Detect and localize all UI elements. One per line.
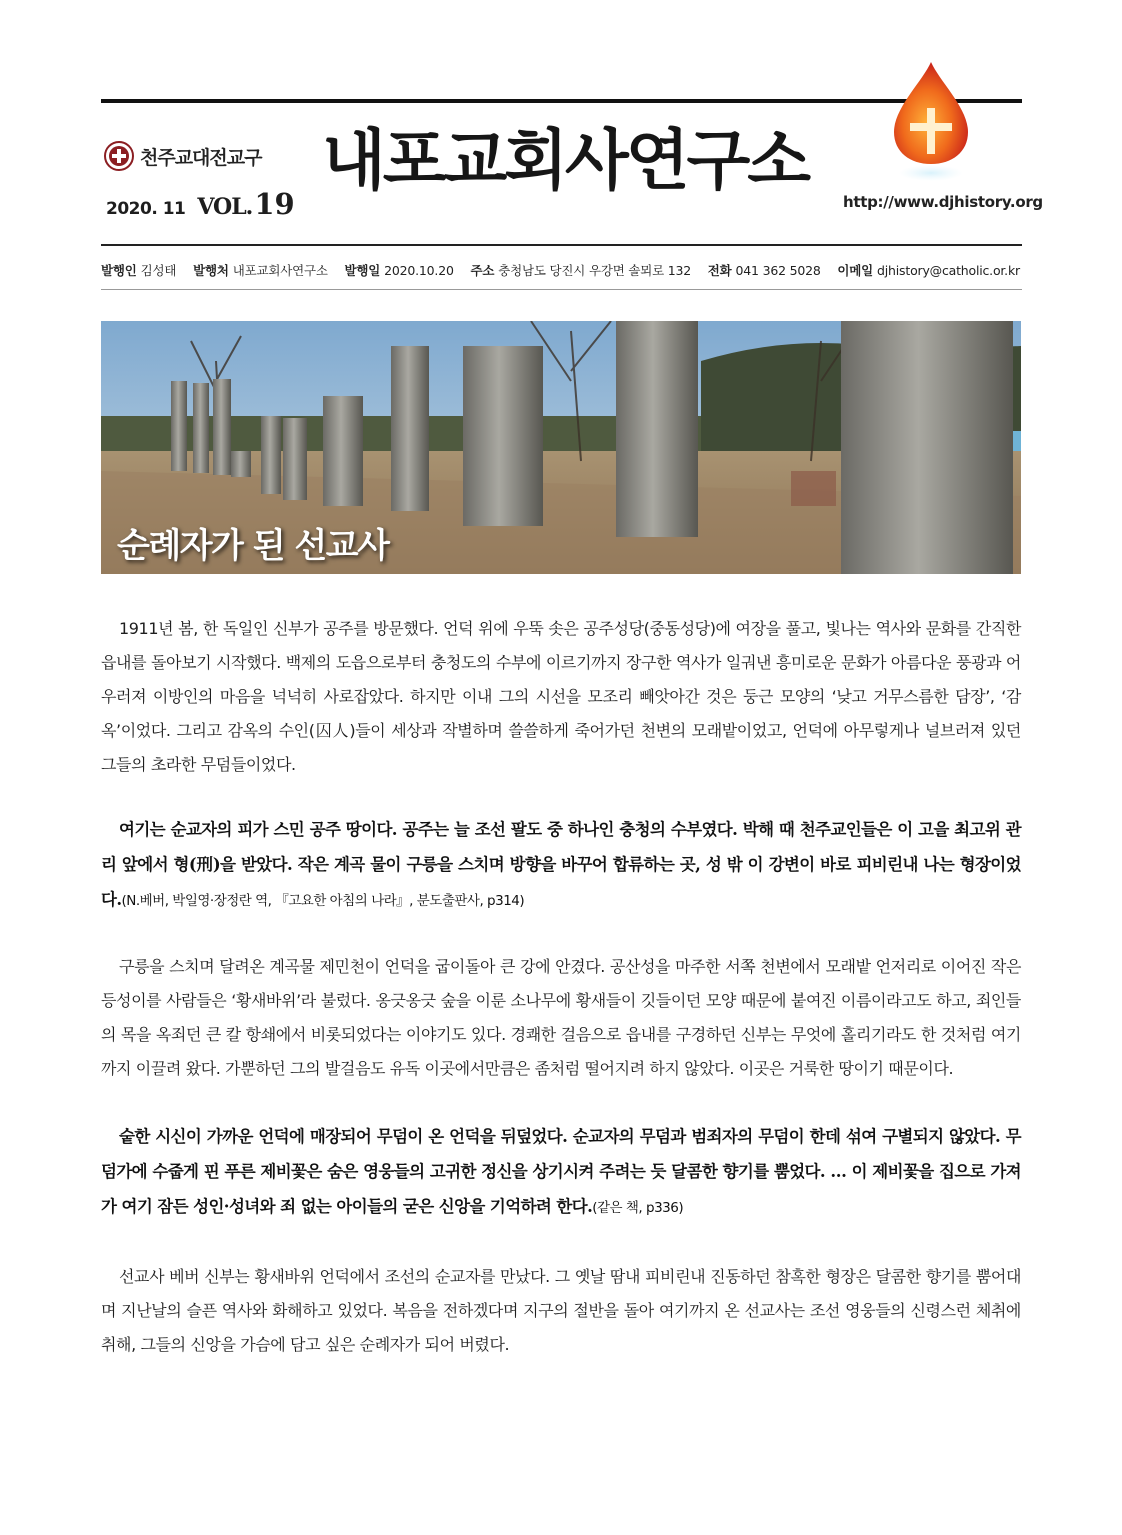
- address: 충청남도 당진시 우강면 솔뫼로 132: [498, 263, 691, 278]
- issue-info: [106, 187, 295, 221]
- website-url[interactable]: http://www.djhistory.org: [843, 193, 1043, 211]
- diocese-logo: [104, 141, 261, 171]
- masthead-title: 내포교회사연구소: [322, 122, 809, 199]
- colophon: 발행인 김성태 발행처 내포교회사연구소 발행일 2020.10.20 주소 충청남도 당진시 우강면 솔뫼로 132 전화 041 362 5028 이메일 djhistory@catholic.or.kr: [101, 263, 1020, 278]
- diocese-seal-icon: [104, 141, 134, 171]
- issuer: 내포교회사연구소: [232, 263, 328, 278]
- volume-label: VOL.: [197, 194, 253, 220]
- quote-1: 여기는 순교자의 피가 스민 공주 땅이다. 공주는 늘 조선 팔도 중 하나인 충청의 수부였다. 박해 때 천주교인들은 이 고을 최고위 관리 앞에서 형(刑)을 받았다. 작은 계곡 물이 구릉을 스치며 방향을 바꾸어 합류하는 곳, 성 밖 이 강변이 바로 피비린내 나는 형장이었다.(N.베버, 박일영·장정란 역, 『고요한 아침의 나라』, 분도출판사, p314): [101, 820, 1021, 909]
- volume-number: 19: [254, 187, 295, 221]
- hero-image: [101, 321, 1021, 574]
- header-divider: [101, 244, 1022, 246]
- phone: 041 362 5028: [735, 263, 821, 278]
- paragraph-1: 1911년 봄, 한 독일인 신부가 공주를 방문했다. 언덕 위에 우뚝 솟은 공주성당(중동성당)에 여장을 풀고, 빛나는 역사와 문화를 간직한 읍내를 돌아보기 시작했다. 백제의 도읍으로부터 충청도의 수부에 이르기까지 장구한 역사가 일궈낸 흥미로운 문화가 아름다운 풍광과 어우러져 이방인의 마음을 넉넉히 사로잡았다. 하지만 이내 그의 시선을 모조리 빼앗아간 것은 둥근 모양의 ‘낮고 거무스름한 담장’, ‘감옥’이었다. 그리고 감옥의 수인(囚人)들이 세상과 작별하며 쓸쓸하게 죽어가던 천변의 모래밭이었고, 언덕에 아무렇게나 널브러져 있던 그들의 초라한 무덤들이었다.: [101, 619, 1021, 774]
- article-title: 순례자가 된 선교사: [117, 526, 389, 566]
- diocese-name: 천주교대전교구: [140, 146, 262, 169]
- quote-1-citation: (N.베버, 박일영·장정란 역, 『고요한 아침의 나라』, 분도출판사, p314): [121, 893, 525, 909]
- paragraph-2: 구릉을 스치며 달려온 계곡물 제민천이 언덕을 굽이돌아 큰 강에 안겼다. 공산성을 마주한 서쪽 천변에서 모래밭 언저리로 이어진 작은 등성이를 사람들은 ‘황새바위’라 불렀다. 옹긋옹긋 숲을 이룬 소나무에 황새들이 깃들이던 모양 때문에 붙여진 이름이라고도 하고, 죄인들의 목을 옥죄던 큰 칼 항쇄에서 비롯되었다는 이야기도 있다. 경쾌한 걸음으로 읍내를 구경하던 신부는 무엇에 홀리기라도 한 것처럼 여기까지 이끌려 왔다. 가뿐하던 그의 발걸음도 유독 이곳에서만큼은 좀처럼 떨어지려 하지 않았다. 이곳은 거룩한 땅이기 때문이다.: [101, 957, 1021, 1078]
- colophon-divider: [101, 289, 1022, 290]
- publisher: 김성태: [140, 263, 177, 278]
- blood-drop-cross-icon: [890, 60, 972, 182]
- issue-date: 2020. 11: [106, 199, 186, 219]
- paragraph-3: 선교사 베버 신부는 황새바위 언덕에서 조선의 순교자를 만났다. 그 옛날 땀내 피비린내 진동하던 참혹한 형장은 달콤한 향기를 뿜어대며 지난날의 슬픈 역사와 화해하고 있었다. 복음을 전하겠다며 지구의 절반을 돌아 여기까지 온 선교사는 조선 영웅들의 신령스런 체취에 취해, 그들의 신앙을 가슴에 담고 싶은 순례자가 되어 버렸다.: [101, 1267, 1021, 1354]
- quote-2: 숱한 시신이 가까운 언덕에 매장되어 무덤이 온 언덕을 뒤덮었다. 순교자의 무덤과 범죄자의 무덤이 한데 섞여 구별되지 않았다. 무덤가에 수줍게 핀 푸른 제비꽃은 숨은 영웅들의 고귀한 정신을 상기시켜 주려는 듯 달콤한 향기를 뿜었다. … 이 제비꽃을 집으로 가져가 여기 잠든 성인·성녀와 죄 없는 아이들의 굳은 신앙을 기억하려 한다.(같은 책, p336): [101, 1127, 1021, 1216]
- email[interactable]: djhistory@catholic.or.kr: [877, 263, 1020, 278]
- top-rule: [101, 99, 1022, 103]
- article-body: [101, 612, 1021, 1362]
- publish-date: 2020.10.20: [384, 263, 454, 278]
- quote-2-citation: (같은 책, p336): [592, 1200, 684, 1216]
